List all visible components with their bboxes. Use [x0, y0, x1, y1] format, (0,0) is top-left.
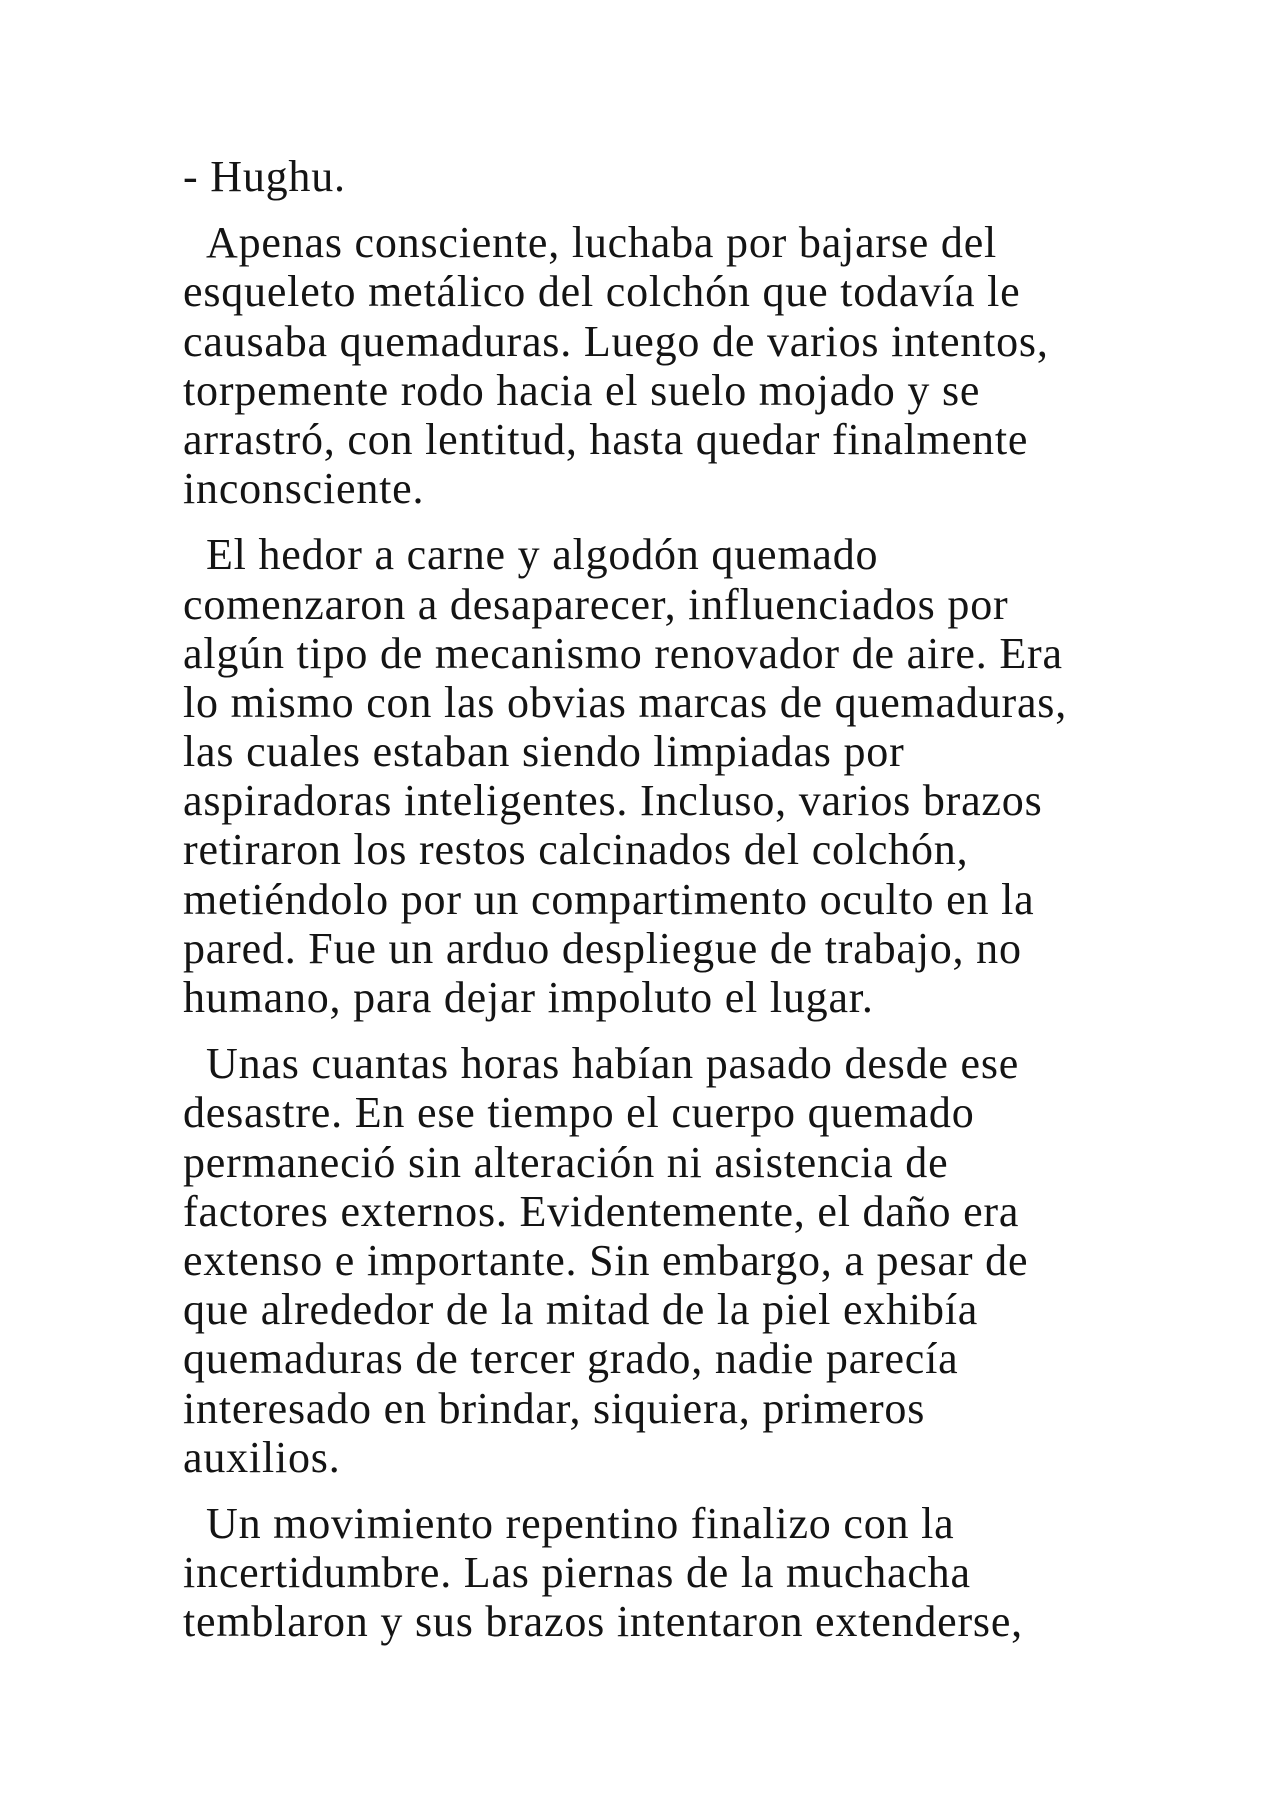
text-line: incertidumbre. Las piernas de la muchacha	[183, 1548, 971, 1598]
text-line: factores externos. Evidentemente, el daño era	[183, 1186, 1020, 1236]
text-line: El hedor a carne y algodón quemado	[206, 530, 879, 580]
text-line: - Hughu.	[183, 152, 346, 201]
text-line: causaba quemaduras. Luego de varios intentos,	[183, 316, 1049, 366]
paragraph	[183, 1499, 1183, 1647]
text-line: aspiradoras inteligentes. Incluso, varios brazos	[183, 776, 1043, 826]
text-line: Apenas consciente, luchaba por bajarse del	[206, 218, 998, 268]
text-line: temblaron y sus brazos intentaron extenderse,	[183, 1597, 1023, 1647]
text-line: interesado en brindar, siquiera, primeros	[183, 1383, 926, 1433]
paragraph-dialogue	[183, 152, 1183, 201]
paragraph	[183, 218, 1183, 513]
paragraph	[183, 1039, 1183, 1482]
text-line: retiraron los restos calcinados del colchón,	[183, 825, 969, 875]
text-line: comenzaron a desaparecer, influenciados por	[183, 579, 1009, 629]
text-line: lo mismo con las obvias marcas de quemaduras,	[183, 677, 1068, 727]
text-line: extenso e importante. Sin embargo, a pesar de	[183, 1235, 1029, 1285]
text-line: Unas cuantas horas habían pasado desde ese	[206, 1039, 1020, 1089]
book-page	[183, 152, 1183, 1663]
text-line: desastre. En ese tiempo el cuerpo quemado	[183, 1088, 975, 1138]
text-line: humano, para dejar impoluto el lugar.	[183, 973, 874, 1022]
paragraph	[183, 530, 1183, 1022]
text-line: las cuales estaban siendo limpiadas por	[183, 727, 905, 777]
text-line: pared. Fue un arduo despliegue de trabajo, no	[183, 923, 1022, 973]
text-line: Un movimiento repentino finalizo con la	[206, 1498, 955, 1548]
text-line: quemaduras de tercer grado, nadie parecía	[183, 1334, 959, 1384]
text-line: inconsciente.	[183, 464, 425, 514]
text-line: algún tipo de mecanismo renovador de aire. Era	[183, 628, 1063, 678]
text-line: auxilios.	[183, 1432, 341, 1482]
text-line: metiéndolo por un compartimento oculto en la	[183, 874, 1035, 924]
text-line: que alrededor de la mitad de la piel exhibía	[183, 1285, 979, 1335]
text-line: arrastró, con lentitud, hasta quedar finalmente	[183, 414, 1029, 464]
text-line: esqueleto metálico del colchón que todavía le	[183, 267, 1021, 317]
text-line: torpemente rodo hacia el suelo mojado y se	[183, 365, 981, 415]
text-line: permaneció sin alteración ni asistencia de	[183, 1137, 949, 1187]
